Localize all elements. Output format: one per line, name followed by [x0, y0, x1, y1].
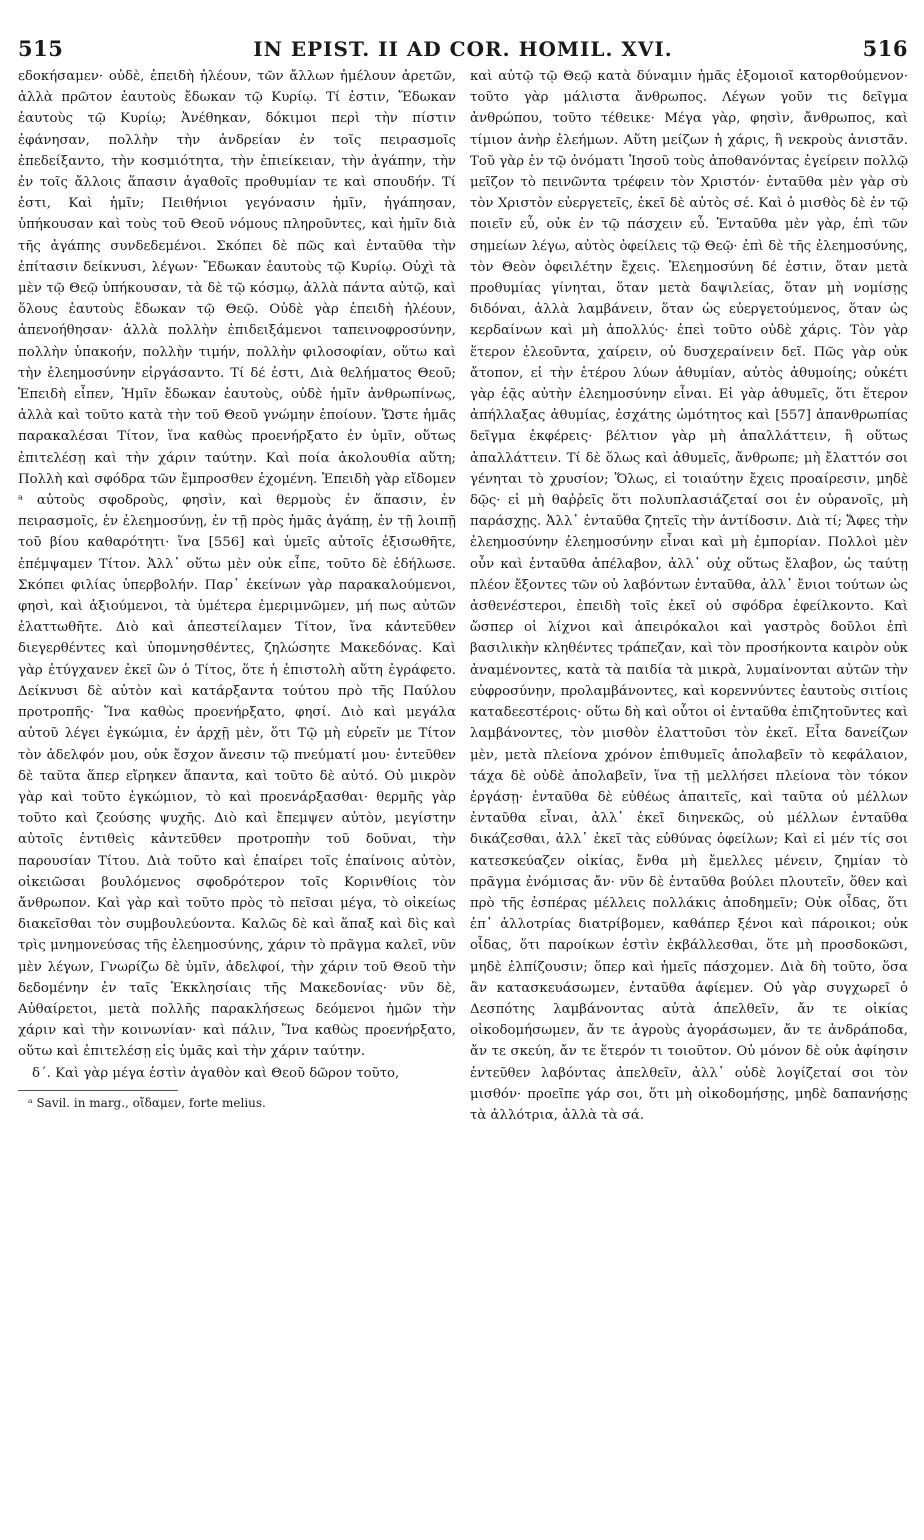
running-header [18, 34, 908, 64]
left-paragraph-1: εδοκήσαμεν· οὐδὲ, ἐπειδὴ ἠλέουν, τῶν ἄλλων ἠμέλουν ἀρετῶν, ἀλλὰ πρῶτον ἑαυτοὺς ἔδωκαν τῷ Κυρίῳ. Τί ἐστιν, Ἔδωκαν ἑαυτοὺς τῷ Κυρίῳ; Ἀνέθηκαν, δόκιμοι περὶ τὴν πίστιν ἐφάνησαν, πολλὴν τὴν ἀνδρείαν ἐν τοῖς πειρασμοῖς ἐπεδείξαντο, τὴν κοσμιότητα, τὴν ἐπιείκειαν, τὴν ἀγάπην, τὴν ἐν τοῖς ἄλλοις ἅπασιν ἀγαθοῖς προθυμίαν τε καὶ σπουδήν. Τί ἐστι, Καὶ ἡμῖν; Πειθήνιοι γεγόνασιν ἡμῖν, ἠγάπησαν, ὑπήκουσαν καὶ τοὺς τοῦ Θεοῦ νόμους πληρoῦντες, καὶ ἡμῖν διὰ τῆς ἀγάπης συνδεδεμένοι. Σκόπει δὲ πῶς καὶ ἐνταῦθα τὴν ἐπίτασιν δείκνυσι, λέγων· Ἔδωκαν ἑαυτοὺς τῷ Κυρίῳ. Οὐχὶ τὰ μὲν τῷ Θεῷ ὑπήκουσαν, τὰ δὲ τῷ κόσμῳ, ἀλλὰ πάντα αὐτῷ, καὶ ὅλους ἑαυτοὺς ἔδωκαν τῷ Θεῷ. Οὐδὲ γὰρ ἐπειδὴ ἠλέουν, ἀπενοήθησαν· ἀλλὰ πολλὴν ἐπιδειξάμενοι ταπεινοφροσύνην, πολλὴν ὑπακοήν, πολλὴν τιμήν, πολλὴν φιλοσοφίαν, οὕτω καὶ τὴν ἐλεημοσύνην εἰργάσαντο. Τί δέ ἐστι, Διὰ θελήματος Θεοῦ; Ἐπειδὴ εἶπεν, Ἡμῖν ἔδωκαν ἑαυτοὺς, οὐδὲ ἡμῖν ἀνθρωπίνως, ἀλλὰ καὶ τοῦτο κατὰ τὴν τοῦ Θεοῦ γνώμην ἐποίουν. Ὥστε ἡμᾶς παρακαλέσαι Τίτον, ἵνα καθὼς προενήρξατο ἐν ὑμῖν, οὕτως ἐπιτελέσῃ καὶ τὴν χάριν ταύτην. Καὶ ποία ἀκολουθία αὕτη; Πολλὴ καὶ σφόδρα τῶν ἔμπροσθεν ἐχομένη. Ἐπειδὴ γὰρ εἴδομεν ᵃ αὐτοὺς σφοδροὺς, φησὶν, καὶ θερμοὺς ἐν ἅπασιν, ἐν πειρασμοῖς, ἐν ἐλεημοσύνῃ, ἐν τῇ πρὸς ἡμᾶς ἀγάπῃ, ἐν τῇ λοιπῇ τοῦ βίου καθαρότητι· ἵνα [556] καὶ ὑμεῖς αὐτοῖς ἐξισωθῆτε, ἐπέμψαμεν Τίτον. Ἀλλ᾿ οὕτω μὲν οὐκ εἶπε, τοῦτο δὲ ἐδήλωσε. Σκόπει φιλίας ὑπερβολήν. Παρ᾿ ἐκείνων γὰρ παρακαλούμενοι, φησὶ, καὶ ἀξιούμενοι, τὰ ὑμέτερα ἐμεριμνῶμεν, μή πως αὐτῶν ἐλαττωθῆτε. Διὸ καὶ ἀπεστείλαμεν Τίτον, ἵνα κἀντεῦθεν διεγερθέντες καὶ ὑπομνησθέντες, ζηλώσητε Μακεδόνας. Καὶ γὰρ ἐτύγχανεν ἐκεῖ ὢν ὁ Τίτος, ὅτε ἡ ἐπιστολὴ αὕτη ἐγράφετο. Δείκνυσι δὲ αὐτὸν καὶ κατάρξαντα τούτου πρὸ τῆς Παύλου προτροπῆς· Ἵνα καθὼς προενήρξατο, φησί. Διὸ καὶ μεγάλα αὐτοῦ λέγει ἐγκώμια, ἐν ἀρχῇ μὲν, ὅτι Τῷ μὴ εὑρεῖν με Τίτον τὸν ἀδελφόν μου, οὐκ ἔσχον ἄνεσιν τῷ πνεύματί μου· ἐντεῦθεν δὲ ταῦτα ἅπερ εἴρηκεν ἅπαντα, καὶ τοῦτο δὲ αὐτό. Οὐ μικρὸν γὰρ καὶ τοῦτο ἐγκώμιον, τὸ καὶ προενάρξασθαι· θερμῆς γὰρ τοῦτο καὶ ζεούσης ψυχῆς. Διὸ καὶ ἔπεμψεν αὐτὸν, μεγίστην αὐτοῖς ἐντιθεὶς κἀντεῦθεν προτροπὴν τοῦ δοῦναι, τὴν παρουσίαν Τίτου. Διὰ τοῦτο καὶ ἐπαίρει τοῖς ἐπαίνοις αὐτὸν, οἰκειῶσαι βουλόμενος σφοδρότερον τοῖς Κορινθίοις τὸν ἄνθρωπον. Καὶ γὰρ καὶ τοῦτο πρὸς τὸ πεῖσαι μέγα, τὸ οἰκείως διακεῖσθαι τὸν συμβουλεύοντα. Καλῶς δὲ καὶ ἅπαξ καὶ δὶς καὶ τρὶς μνημονεύσας τῆς ἐλεημοσύνης, χάριν τὸ πρᾶγμα καλεῖ, νῦν μὲν λέγων, Γνωρίζω δὲ ὑμῖν, ἀδελφοί, τὴν χάριν τοῦ Θεοῦ τὴν δεδομένην ἐν ταῖς Ἐκκλησίαις τῆς Μακεδονίας· νῦν δὲ, Αὐθαίρετοι, μετὰ πολλῆς παρακλήσεως δεόμενοι ἡμῶν τὴν χάριν καὶ τὴν κοινωνίαν· καὶ πάλιν, Ἵνα καθὼς προενήρξατο, οὕτω καὶ ἐπιτελέσῃ εἰς ὑμᾶς καὶ τὴν χάριν ταύτην. [18, 69, 456, 1060]
running-title: IN EPIST. II AD COR. HOMIL. XVI. [253, 37, 673, 61]
footnote: ᵃ Savil. in marg., οἴδαμεν, forte melius. [28, 1095, 266, 1110]
right-column [470, 66, 908, 1126]
text-columns [18, 66, 908, 1126]
page-number-left: 515 [18, 36, 64, 61]
right-paragraph-1: καὶ αὐτῷ τῷ Θεῷ κατὰ δύναμιν ἡμᾶς ἐξομοιοῖ κατορθούμενον· τοῦτο γὰρ μάλιστα ἄνθρωπος. Λέγων γοῦν τις δεῖγμα ἀνθρώπου, τοῦτο τέθεικε· Μέγα γὰρ, φησὶν, ἄνθρωπος, καὶ τίμιον ἀνὴρ ἐλεήμων. Αὕτη μείζων ἡ χάρις, ἢ νεκροὺς ἀνιστᾶν. Τοῦ γὰρ ἐν τῷ ὀνόματι Ἰησοῦ τοὺς ἀποθανόντας ἐγείρειν πολλῷ μεῖζον τὸ πεινῶντα τρέφειν τὸν Χριστόν· ἐνταῦθα μὲν γὰρ σὺ τὸν Χριστὸν εὐεργετεῖς, ἐκεῖ δὲ αὐτὸς σέ. Καὶ ὁ μισθὸς δὲ ἐν τῷ ποιεῖν εὖ, οὐκ ἐν τῷ πάσχειν εὖ. Ἐνταῦθα μὲν γὰρ, ἐπὶ τῶν σημείων λέγω, αὐτὸς ὀφείλεις τῷ Θεῷ· ἐπὶ δὲ τῆς ἐλεημοσύνης, τὸν Θεὸν ὀφειλέτην ἔχεις. Ἐλεημοσύνη δέ ἐστιν, ὅταν μετὰ προθυμίας γίνηται, ὅταν μετὰ δαψιλείας, ὅταν μὴ νομίσῃς διδόναι, ἀλλὰ λαμβάνειν, ὅταν ὡς εὐεργετούμενος, ὅταν ὡς κερδαίνων καὶ μὴ ἀπολλύς· ἐπεὶ τοῦτο οὐδὲ χάρις. Τὸν γὰρ ἕτερον ἐλεοῦντα, χαίρειν, οὐ δυσχεραίνειν δεῖ. Πῶς γὰρ οὐκ ἄτοπον, εἰ τὴν ἑτέρου λύων ἀθυμίαν, αὐτὸς ἀθυμοίης; οὐκέτι γὰρ ἐᾷς αὐτὴν ἐλεημοσύνην εἶναι. Εἰ γὰρ ἀθυμεῖς, ὅτι ἕτερον ἀπήλλαξας ἀθυμίας, ἐσχάτης ὠμότητος καὶ [557] ἀπανθρωπίας δεῖγμα ἐκφέρεις· βέλτιον γὰρ μὴ ἀπαλλάττειν, ἢ οὕτως ἀπαλλάττειν. Τί δὲ ὅλως καὶ ἀθυμεῖς, ἄνθρωπε; μὴ ἔλαττόν σοι γένηται τὸ χρυσίον; Ὅλως, εἰ τοιαύτην ἔχεις προαίρεσιν, μηδὲ δῷς· εἰ μὴ θαῤῥεῖς ὅτι πολυπλασιάζεταί σοι ἐν οὐρανοῖς, μὴ παράσχῃς. Ἀλλ᾿ ἐνταῦθα ζητεῖς τὴν ἀντίδοσιν. Διὰ τί; Ἄφες τὴν ἐλεημοσύνην ἐλεημοσύνην εἶναι καὶ μὴ ἐμπορίαν. Πολλοὶ μὲν οὖν καὶ ἐνταῦθα ἀπέλαβον, ἀλλ᾿ οὐχ οὕτως ἔλαβον, ὡς ταύτῃ πλέον ἔξοντες τῶν οὐ λαβόντων ἐνταῦθα, ἀλλ᾿ ἔνιοι τούτων ὡς ἀσθενέστεροι, ἐπειδὴ τοῖς ἐκεῖ οὐ σφόδρα ἐφείλκοντο. Καὶ ὥσπερ οἱ λίχνοι καὶ ἀπειρόκαλοι καὶ γαστρὸς δοῦλοι ἐπὶ βασιλικὴν κληθέντες τράπεζαν, καὶ τὸν προσήκοντα καιρὸν οὐκ ἀναμένοντες, κατὰ τὰ παιδία τὰ μικρὰ, λυμαίνονται αὐτῶν τὴν εὐφροσύνην, προλαμβάνοντες, καὶ κορεννύντες ἑαυτοὺς σιτίοις καταδεεστέροις· οὕτω δὴ καὶ οὗτοι οἱ ἐνταῦθα ἐπιζητοῦντες καὶ λαμβάνοντες, τὸν μισθὸν ἐλαττοῦσι τὸν ἐκεῖ. Εἶτα δανείζων μὲν, μετὰ πλείονα χρόνον ἐπιθυμεῖς ἀπολαβεῖν τὸ κεφάλαιον, τάχα δὲ οὐδὲ ἀπολαβεῖν, ἵνα τῇ μελλήσει πλείονα τὸν τόκον ἐργάσῃ· ἐνταῦθα δὲ εὐθέως ἀπαιτεῖς, καὶ ταῦτα οὐ μέλλων ἐνταῦθα εἶναι, ἀλλ᾿ ἐκεῖ διηνεκῶς, οὐ μέλλων ἐνταῦθα δικάζεσθαι, ἀλλ᾿ ἐκεῖ τὰς εὐθύνας ὀφείλων; Καὶ εἰ μέν τίς σοι κατεσκεύαζεν οἰκίας, ἔνθα μὴ ἔμελλες μένειν, ζημίαν τὸ πρᾶγμα ἐνόμισας ἄν· νῦν δὲ ἐνταῦθα βούλει πλουτεῖν, ὅθεν καὶ πρὸ τῆς ἑσπέρας μέλλεις πολλάκις ἀποδημεῖν; Οὐκ οἶδας, ὅτι ἐπ᾿ ἀλλοτρίας διατρίβομεν, καθάπερ ξένοι καὶ πάροικοι; οὐκ οἶδας, ὅτι παροίκων ἐστὶν ἐκβάλλεσθαι, ὅτε μὴ προσδοκῶσι, μηδὲ ἐλπίζουσιν; ὅπερ καὶ ἡμεῖς πάσχομεν. Διὰ δὴ τοῦτο, ὅσα ἂν κατασκευάσωμεν, ἐνταῦθα ἀφίεμεν. Οὐ γὰρ συγχωρεῖ ὁ Δεσπότης λαμβάνοντας αὐτὰ ἀπελθεῖν, ἄν τε οἰκίας οἰκοδομήσωμεν, ἄν τε ἀγροὺς ἀγοράσωμεν, ἄν τε ἀνδράποδα, ἄν τε σκεύη, ἄν τε ἕτερόν τι τοιοῦτον. Οὐ μόνον δὲ οὐκ ἀφίησιν ἐντεῦθεν λαβόντας ἀπελθεῖν, ἀλλ᾿ οὐδὲ λογίζεταί σοι τὸν μισθόν· προεῖπε γάρ σοι, ὅτι μὴ οἰκοδομήσῃς, μηδὲ δαπανήσῃς τὰ ἀλλότρια, ἀλλὰ τὰ σά. [470, 69, 908, 1123]
left-column [18, 66, 456, 1126]
footnote-rule [18, 1090, 178, 1091]
left-paragraph-2: δ΄. Καὶ γὰρ μέγα ἐστὶν ἀγαθὸν καὶ Θεοῦ δῶρον τοῦτο, [32, 1065, 400, 1081]
page-number-right: 516 [862, 36, 908, 61]
